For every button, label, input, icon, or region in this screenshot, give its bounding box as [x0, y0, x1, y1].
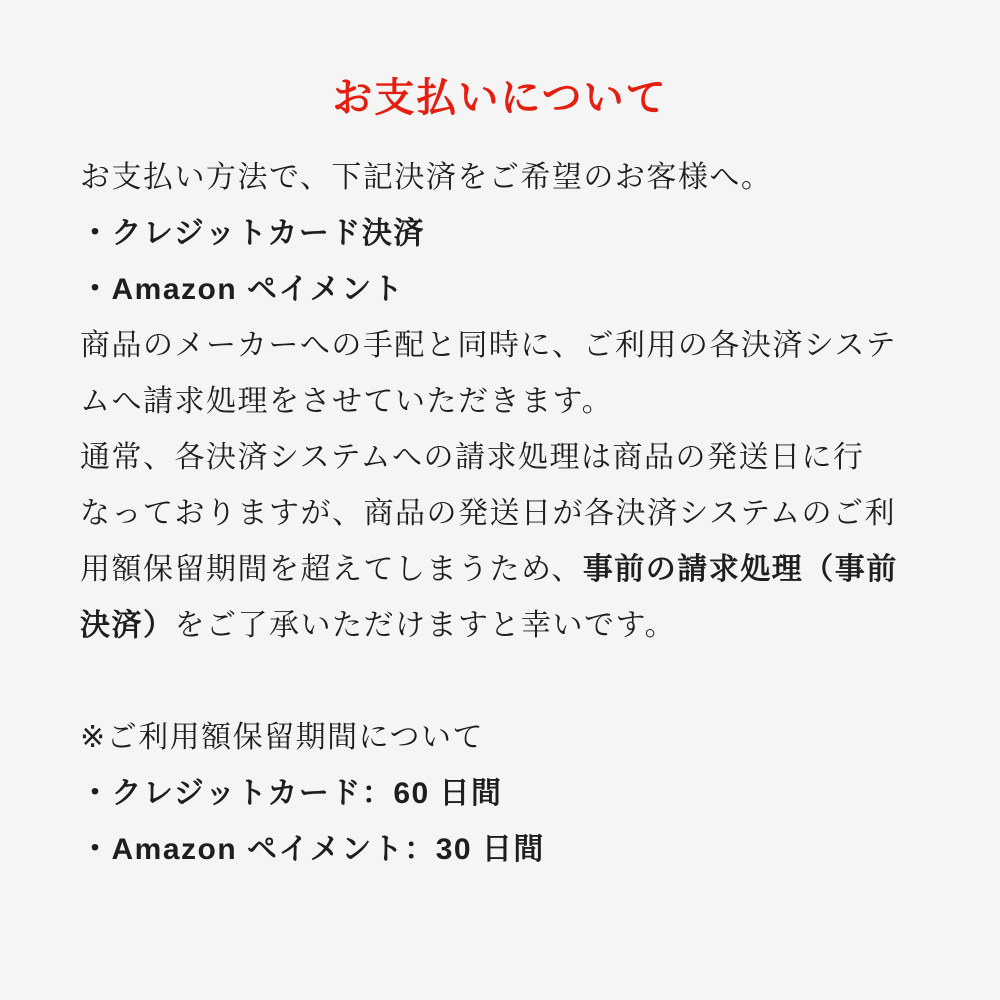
paragraph1-line1: 商品のメーカーへの手配と同時に、ご利用の各決済システ [80, 329, 897, 362]
note-heading: ※ご利用額保留期間について [80, 721, 485, 754]
paragraph2-line4-bold-text: 決済） [80, 609, 175, 642]
paragraph2-line4-regular-text: をご了承いただけますと幸いです。 [174, 609, 677, 642]
paragraph2-line4 [80, 598, 920, 654]
paragraph2-line2: なっておりますが、商品の発送日が各決済システムのご利 [80, 497, 896, 530]
paragraph1-line2: ムへ請求処理をさせていただきます。 [80, 385, 614, 418]
paragraph2-line3-bold-text: 事前の請求処理（事前 [582, 553, 898, 586]
paragraph2-line3 [80, 542, 920, 598]
note-item-amazon-pay-period: ・Amazon ペイメント：30 日間 [80, 833, 545, 866]
hold-period-note [80, 710, 920, 878]
paragraph2-line3-regular-text: 用額保留期間を超えてしまうため、 [80, 553, 583, 586]
notice-body [80, 150, 920, 878]
page-title: お支払いについて [332, 76, 668, 120]
paragraph2-line1: 通常、各決済システムへの請求処理は商品の発送日に行 [80, 441, 865, 474]
payment-method-item-amazon-pay: ・Amazon ペイメント [80, 273, 405, 306]
intro-text: お支払い方法で、下記決済をご希望のお客様へ。 [80, 161, 773, 194]
note-item-credit-card-period: ・クレジットカード：60 日間 [80, 777, 503, 810]
payment-method-item-credit-card: ・クレジットカード決済 [80, 217, 425, 250]
